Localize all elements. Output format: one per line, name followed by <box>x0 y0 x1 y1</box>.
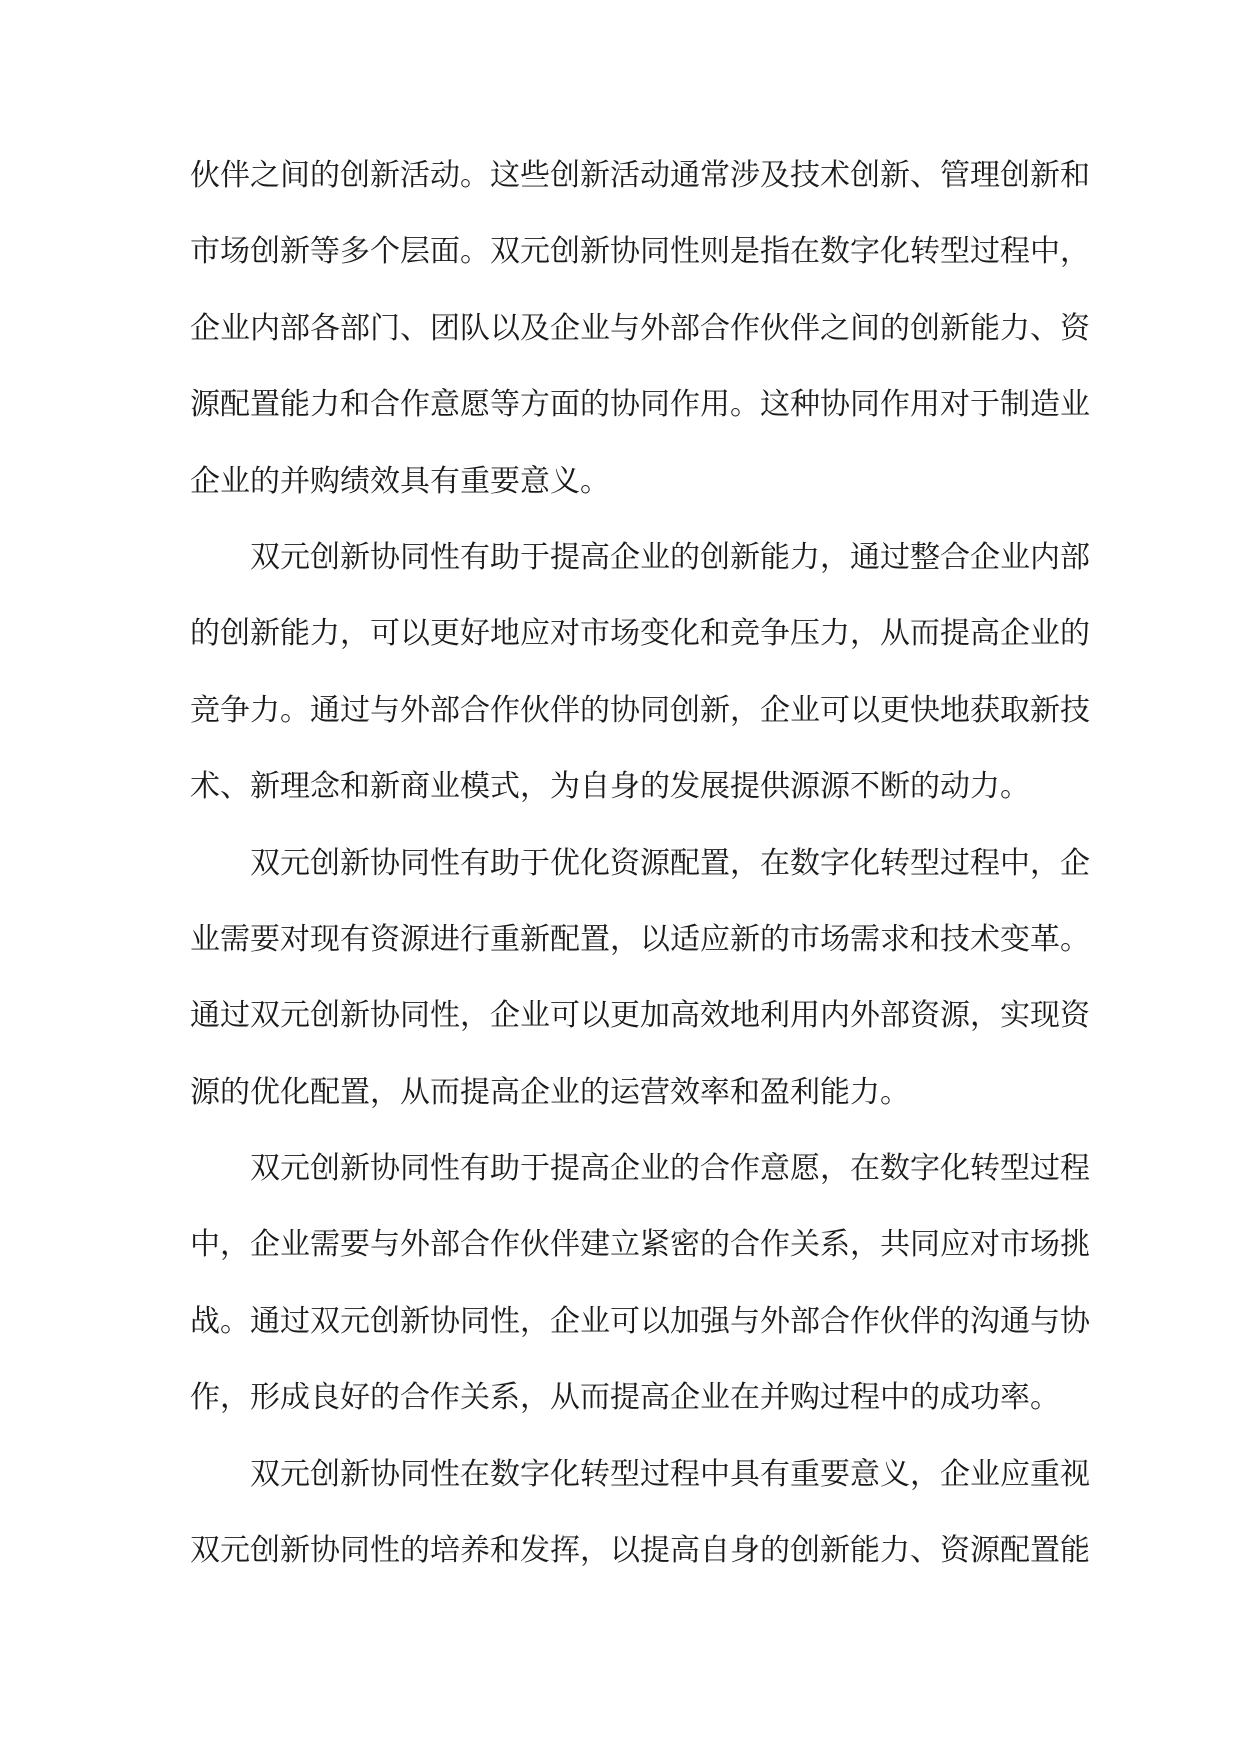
paragraph-2-line-4: 术、新理念和新商业模式，为自身的发展提供源源不断的动力。 <box>190 769 1030 805</box>
paragraph-5-line-1: 双元创新协同性在数字化转型过程中具有重要意义，企业应重视 <box>250 1456 1090 1492</box>
paragraph-3-line-2: 业需要对现有资源进行重新配置，以适应新的市场需求和技术变革。 <box>190 921 1090 957</box>
paragraph-3-line-4: 源的优化配置，从而提高企业的运营效率和盈利能力。 <box>190 1074 910 1110</box>
paragraph-4-line-4: 作，形成良好的合作关系，从而提高企业在并购过程中的成功率。 <box>190 1380 1060 1416</box>
paragraph-1-line-3: 企业内部各部门、团队以及企业与外部合作伙伴之间的创新能力、资 <box>190 310 1090 346</box>
paragraph-4-line-3: 战。通过双元创新协同性，企业可以加强与外部合作伙伴的沟通与协 <box>190 1303 1090 1339</box>
paragraph-4-line-1: 双元创新协同性有助于提高企业的合作意愿，在数字化转型过程 <box>250 1151 1090 1187</box>
document-body <box>190 138 1090 1589</box>
paragraph-1-line-2: 市场创新等多个层面。双元创新协同性则是指在数字化转型过程中， <box>190 234 1090 270</box>
paragraph-1-line-5: 企业的并购绩效具有重要意义。 <box>190 463 610 499</box>
paragraph-1-line-4: 源配置能力和合作意愿等方面的协同作用。这种协同作用对于制造业 <box>190 387 1090 423</box>
paragraph-3-line-1: 双元创新协同性有助于优化资源配置，在数字化转型过程中，企 <box>250 845 1090 881</box>
paragraph-2-line-2: 的创新能力，可以更好地应对市场变化和竞争压力，从而提高企业的 <box>190 616 1090 652</box>
paragraph-2-line-1: 双元创新协同性有助于提高企业的创新能力，通过整合企业内部 <box>250 539 1090 575</box>
paragraph-4-line-2: 中，企业需要与外部合作伙伴建立紧密的合作关系，共同应对市场挑 <box>190 1227 1090 1263</box>
paragraph-2-line-3: 竞争力。通过与外部合作伙伴的协同创新，企业可以更快地获取新技 <box>190 692 1090 728</box>
paragraph-3-line-3: 通过双元创新协同性，企业可以更加高效地利用内外部资源，实现资 <box>190 998 1090 1034</box>
paragraph-5-line-2: 双元创新协同性的培养和发挥，以提高自身的创新能力、资源配置能 <box>190 1533 1090 1569</box>
paragraph-1-line-1: 伙伴之间的创新活动。这些创新活动通常涉及技术创新、管理创新和 <box>190 158 1090 193</box>
